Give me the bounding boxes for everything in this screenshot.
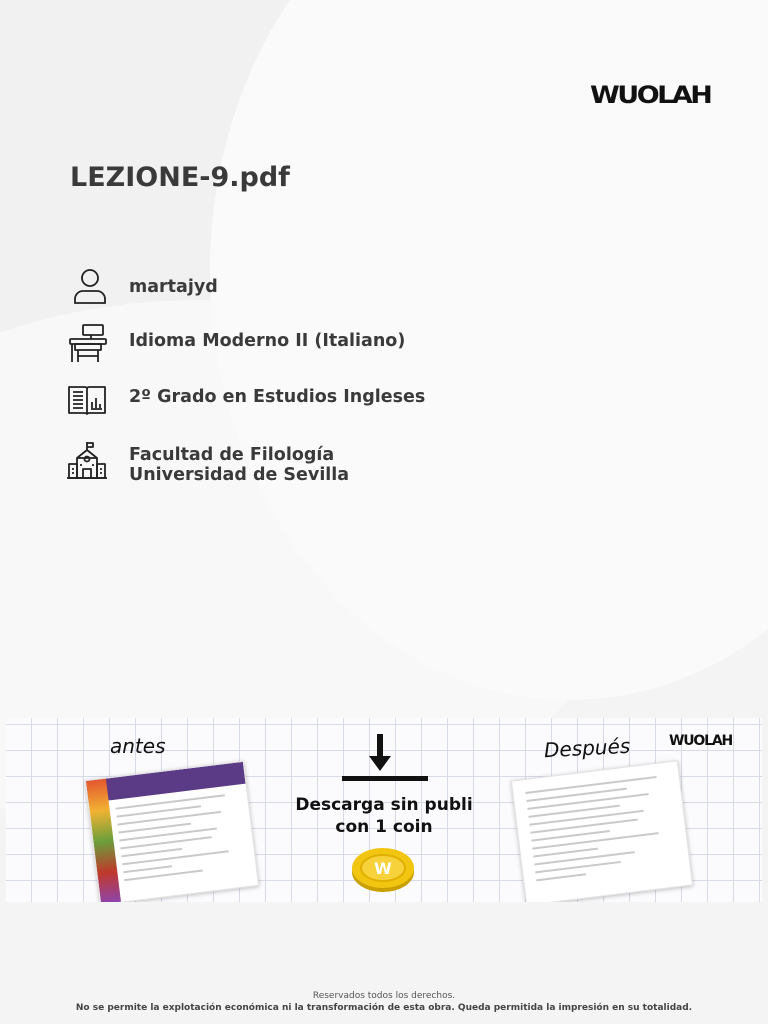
info-user <box>66 266 218 308</box>
info-subject <box>66 322 405 364</box>
text-lines <box>115 793 246 887</box>
after-label: Después <box>543 733 631 763</box>
info-degree <box>66 378 425 420</box>
footer <box>0 990 768 1014</box>
university-name[interactable]: Universidad de Sevilla <box>129 465 350 485</box>
banner-wuolah-logo: WUOLAH <box>669 733 732 749</box>
arrow-underline <box>342 776 428 781</box>
degree-name[interactable]: 2º Grado en Estudios Ingleses <box>129 387 426 407</box>
coin-icon <box>351 842 415 894</box>
info-faculty <box>66 440 349 485</box>
school-desk-icon <box>66 322 108 364</box>
user-name[interactable]: martajyd <box>129 277 218 297</box>
faculty-block <box>129 440 349 485</box>
university-building-icon <box>66 440 108 482</box>
text-lines <box>525 774 680 887</box>
open-book-icon <box>66 378 108 420</box>
coin-letter: W <box>374 859 392 878</box>
before-label: antes <box>110 734 166 758</box>
subject-name[interactable]: Idioma Moderno II (Italiano) <box>129 331 406 351</box>
document-title: LEZIONE-9.pdf <box>70 162 290 193</box>
download-arrow-icon <box>364 732 396 774</box>
ad-banner[interactable] <box>6 718 762 902</box>
before-document-thumbnail <box>85 761 259 902</box>
cta-line-1: Descarga sin publi <box>295 795 473 815</box>
cta-line-2: con 1 coin <box>335 817 433 837</box>
cta-text[interactable] <box>276 794 492 838</box>
faculty-name[interactable]: Facultad de Filología <box>129 445 335 465</box>
user-icon <box>66 266 108 308</box>
after-document-thumbnail <box>511 760 693 902</box>
footer-rights: Reservados todos los derechos. <box>312 991 456 1001</box>
wuolah-logo[interactable]: WUOLAH <box>590 81 711 110</box>
footer-license: No se permite la explotación económica ni la transformación de esta obra. Queda permitida la impresión en su totalidad. <box>75 1003 693 1013</box>
